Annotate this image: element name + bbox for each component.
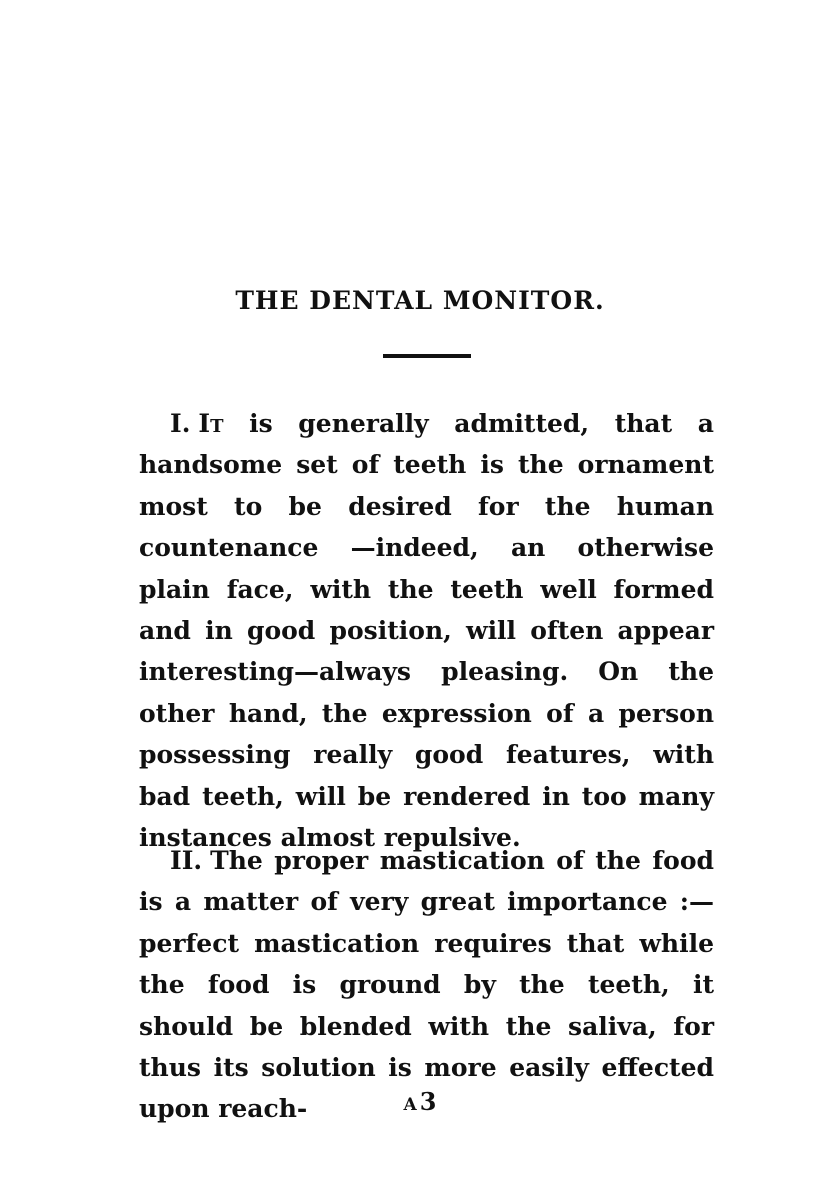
page-number: 3	[419, 1087, 437, 1116]
page-footer	[0, 1086, 840, 1121]
page-title: THE DENTAL MONITOR.	[235, 286, 605, 315]
paragraph-text: is generally admitted, that a handsome set of teeth is the ornament most to be desired for the human countenance —indeed, an otherwise plain face, with the teeth well formed and in good position, will often appear interesting—always pleasing. On the other hand, the expression of a person possessing really good features, with bad teeth, will be rendered in too many instances almost repulsive.	[139, 409, 714, 853]
paragraph-text: The proper mastication of the food is a matter of very great importance :—perfect mastication requires that while the food is ground by the teeth, it should be blended with the saliva, for thus its solution is more easily effected upon reach-	[139, 846, 714, 1124]
paragraph-numeral: I.	[170, 409, 191, 438]
signature-mark: A	[403, 1095, 417, 1115]
title-divider	[383, 354, 471, 358]
paragraph-lead-word: It	[198, 409, 224, 438]
paragraph-1	[139, 403, 714, 858]
paragraph-numeral: II.	[170, 846, 203, 875]
